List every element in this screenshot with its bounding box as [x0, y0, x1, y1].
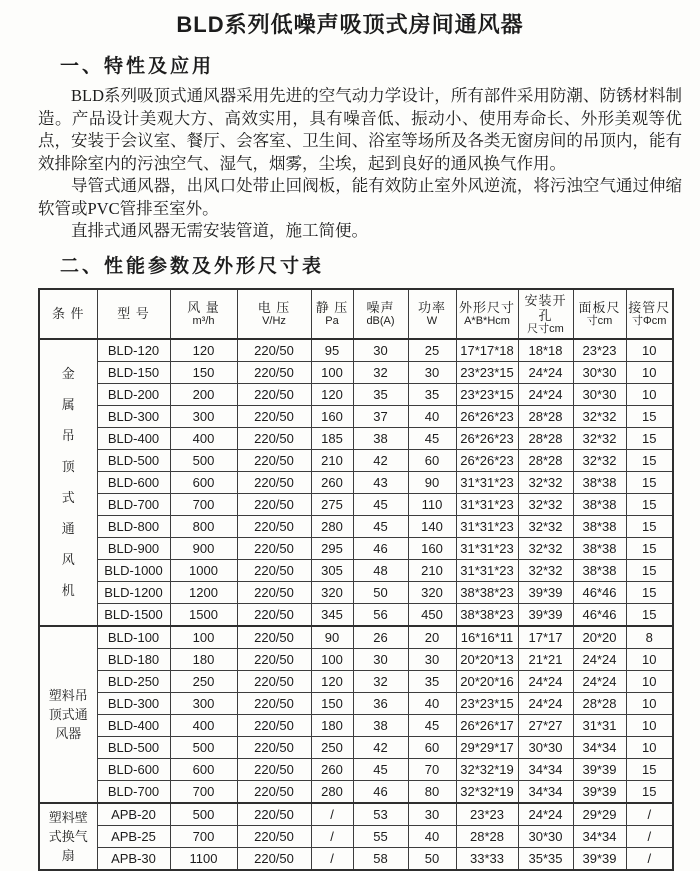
value-cell: 34*34 [518, 758, 573, 780]
table-row [39, 670, 673, 692]
value-cell: 31*31*23 [456, 559, 518, 581]
value-cell: 32*32 [518, 515, 573, 537]
value-cell: 15 [626, 537, 673, 559]
value-cell: 305 [311, 559, 353, 581]
value-cell: 30*30 [573, 383, 626, 405]
value-cell: 23*23 [456, 803, 518, 826]
table-row [39, 736, 673, 758]
value-cell: 40 [408, 692, 456, 714]
value-cell: 220/50 [237, 714, 311, 736]
column-header: 静 压 Pa [311, 289, 353, 339]
table-row [39, 581, 673, 603]
value-cell: 400 [170, 427, 237, 449]
model-cell: BLD-700 [97, 493, 170, 515]
value-cell: 160 [311, 405, 353, 427]
value-cell: 24*24 [518, 670, 573, 692]
value-cell: 35 [353, 383, 408, 405]
value-cell: 38 [353, 714, 408, 736]
column-header: 电 压 V/Hz [237, 289, 311, 339]
value-cell: 220/50 [237, 471, 311, 493]
value-cell: 15 [626, 427, 673, 449]
value-cell: 15 [626, 559, 673, 581]
value-cell: 27*27 [518, 714, 573, 736]
table-row [39, 780, 673, 803]
table-row [39, 339, 673, 362]
value-cell: 15 [626, 449, 673, 471]
table-row [39, 692, 673, 714]
value-cell: 55 [353, 825, 408, 847]
value-cell: 8 [626, 626, 673, 649]
value-cell: 500 [170, 803, 237, 826]
value-cell: 25 [408, 339, 456, 362]
value-cell: 280 [311, 780, 353, 803]
value-cell: 700 [170, 825, 237, 847]
value-cell: 28*28 [456, 825, 518, 847]
group-label: 金属吊顶式通风机 [39, 339, 97, 626]
value-cell: 345 [311, 603, 353, 626]
value-cell: 56 [353, 603, 408, 626]
section1-heading: 一、特性及应用 [60, 56, 215, 77]
value-cell: 10 [626, 361, 673, 383]
value-cell: 20*20*13 [456, 648, 518, 670]
value-cell: 220/50 [237, 780, 311, 803]
value-cell: 220/50 [237, 603, 311, 626]
value-cell: 10 [626, 670, 673, 692]
value-cell: 90 [408, 471, 456, 493]
model-cell: BLD-300 [97, 692, 170, 714]
value-cell: 220/50 [237, 581, 311, 603]
value-cell: 38*38*23 [456, 581, 518, 603]
value-cell: 220/50 [237, 736, 311, 758]
value-cell: 28*28 [518, 427, 573, 449]
value-cell: 40 [408, 825, 456, 847]
table-row [39, 825, 673, 847]
value-cell: / [626, 825, 673, 847]
value-cell: 500 [170, 449, 237, 471]
value-cell: 15 [626, 471, 673, 493]
section2-heading: 二、性能参数及外形尺寸表 [60, 255, 325, 277]
model-cell: BLD-500 [97, 736, 170, 758]
value-cell: 140 [408, 515, 456, 537]
value-cell: 120 [170, 339, 237, 362]
value-cell: 220/50 [237, 758, 311, 780]
value-cell: 300 [170, 692, 237, 714]
model-cell: APB-25 [97, 825, 170, 847]
value-cell: 220/50 [237, 648, 311, 670]
column-header: 条 件 [39, 289, 97, 339]
value-cell: 95 [311, 339, 353, 362]
value-cell: 28*28 [518, 449, 573, 471]
column-header: 功率 W [408, 289, 456, 339]
value-cell: 38 [353, 427, 408, 449]
value-cell: 220/50 [237, 339, 311, 362]
value-cell: 20*20 [573, 626, 626, 649]
value-cell: 10 [626, 736, 673, 758]
value-cell: 30 [353, 648, 408, 670]
table-row [39, 559, 673, 581]
value-cell: 24*24 [518, 803, 573, 826]
value-cell: 32*32 [518, 537, 573, 559]
value-cell: 1200 [170, 581, 237, 603]
table-row [39, 515, 673, 537]
table-row [39, 626, 673, 649]
value-cell: 700 [170, 780, 237, 803]
value-cell: 39*39 [573, 758, 626, 780]
value-cell: 32*32 [518, 559, 573, 581]
value-cell: 31*31*23 [456, 493, 518, 515]
value-cell: 70 [408, 758, 456, 780]
value-cell: 35 [408, 670, 456, 692]
value-cell: / [626, 803, 673, 826]
value-cell: 32*32 [573, 405, 626, 427]
value-cell: 53 [353, 803, 408, 826]
value-cell: 46*46 [573, 581, 626, 603]
value-cell: 250 [170, 670, 237, 692]
model-cell: BLD-1200 [97, 581, 170, 603]
value-cell: 700 [170, 493, 237, 515]
column-header: 面板尺 寸cm [573, 289, 626, 339]
spec-table-head [39, 289, 673, 339]
value-cell: 15 [626, 405, 673, 427]
value-cell: 220/50 [237, 383, 311, 405]
model-cell: BLD-500 [97, 449, 170, 471]
table-row [39, 427, 673, 449]
value-cell: 45 [353, 758, 408, 780]
value-cell: 20*20*16 [456, 670, 518, 692]
value-cell: 24*24 [518, 692, 573, 714]
value-cell: 600 [170, 471, 237, 493]
features-paragraph-3: 直排式通风器无需安装管道，施工简便。 [71, 221, 368, 240]
value-cell: 38*38 [573, 493, 626, 515]
value-cell: 10 [626, 648, 673, 670]
value-cell: 220/50 [237, 361, 311, 383]
value-cell: 45 [408, 714, 456, 736]
value-cell: 250 [311, 736, 353, 758]
value-cell: 38*38 [573, 537, 626, 559]
value-cell: 38*38 [573, 471, 626, 493]
value-cell: 32*32*19 [456, 780, 518, 803]
value-cell: 110 [408, 493, 456, 515]
value-cell: 23*23*15 [456, 383, 518, 405]
value-cell: 220/50 [237, 449, 311, 471]
value-cell: 45 [353, 493, 408, 515]
value-cell: 10 [626, 383, 673, 405]
value-cell: 39*39 [518, 581, 573, 603]
value-cell: 28*28 [518, 405, 573, 427]
value-cell: 180 [170, 648, 237, 670]
spec-table-body [39, 339, 673, 870]
table-row [39, 758, 673, 780]
value-cell: 220/50 [237, 537, 311, 559]
table-row [39, 405, 673, 427]
value-cell: 26*26*23 [456, 405, 518, 427]
value-cell: 210 [408, 559, 456, 581]
value-cell: 150 [170, 361, 237, 383]
value-cell: 100 [311, 648, 353, 670]
spec-table [38, 288, 674, 871]
table-row [39, 361, 673, 383]
value-cell: 24*24 [518, 361, 573, 383]
value-cell: 39*39 [573, 847, 626, 870]
value-cell: / [311, 803, 353, 826]
value-cell: 60 [408, 449, 456, 471]
value-cell: 30 [408, 803, 456, 826]
value-cell: 320 [311, 581, 353, 603]
model-cell: APB-30 [97, 847, 170, 870]
value-cell: 38*38*23 [456, 603, 518, 626]
value-cell: 39*39 [573, 780, 626, 803]
value-cell: 26*26*23 [456, 449, 518, 471]
table-row [39, 648, 673, 670]
value-cell: 45 [408, 427, 456, 449]
value-cell: 31*31 [573, 714, 626, 736]
value-cell: 15 [626, 581, 673, 603]
value-cell: 1100 [170, 847, 237, 870]
model-cell: BLD-150 [97, 361, 170, 383]
value-cell: / [311, 847, 353, 870]
value-cell: 23*23 [573, 339, 626, 362]
value-cell: 32 [353, 670, 408, 692]
value-cell: 50 [408, 847, 456, 870]
value-cell: 160 [408, 537, 456, 559]
value-cell: 23*23*15 [456, 692, 518, 714]
value-cell: 220/50 [237, 515, 311, 537]
value-cell: 18*18 [518, 339, 573, 362]
value-cell: 24*24 [573, 648, 626, 670]
value-cell: 200 [170, 383, 237, 405]
column-header: 风 量 m³/h [170, 289, 237, 339]
value-cell: 30 [353, 339, 408, 362]
value-cell: 36 [353, 692, 408, 714]
value-cell: / [626, 847, 673, 870]
value-cell: 29*29*17 [456, 736, 518, 758]
value-cell: 180 [311, 714, 353, 736]
value-cell: 1500 [170, 603, 237, 626]
value-cell: 15 [626, 515, 673, 537]
value-cell: 48 [353, 559, 408, 581]
model-cell: BLD-100 [97, 626, 170, 649]
value-cell: 600 [170, 758, 237, 780]
page-title: BLD系列低噪声吸顶式房间通风器 [176, 12, 524, 37]
table-row [39, 537, 673, 559]
value-cell: 42 [353, 736, 408, 758]
value-cell: 10 [626, 339, 673, 362]
table-row [39, 847, 673, 870]
value-cell: 220/50 [237, 559, 311, 581]
model-cell: BLD-200 [97, 383, 170, 405]
value-cell: 30*30 [518, 736, 573, 758]
column-header: 噪声 dB(A) [353, 289, 408, 339]
value-cell: 300 [170, 405, 237, 427]
model-cell: BLD-600 [97, 471, 170, 493]
value-cell: 45 [353, 515, 408, 537]
value-cell: 34*34 [573, 825, 626, 847]
value-cell: 17*17*18 [456, 339, 518, 362]
value-cell: 16*16*11 [456, 626, 518, 649]
value-cell: 220/50 [237, 427, 311, 449]
model-cell: BLD-180 [97, 648, 170, 670]
value-cell: 220/50 [237, 493, 311, 515]
value-cell: 32*32*19 [456, 758, 518, 780]
value-cell: 220/50 [237, 626, 311, 649]
value-cell: 43 [353, 471, 408, 493]
group-label: 塑料吊顶式通风器 [39, 626, 97, 803]
value-cell: 210 [311, 449, 353, 471]
value-cell: 100 [170, 626, 237, 649]
value-cell: 15 [626, 493, 673, 515]
value-cell: 90 [311, 626, 353, 649]
value-cell: 58 [353, 847, 408, 870]
value-cell: 33*33 [456, 847, 518, 870]
model-cell: APB-20 [97, 803, 170, 826]
value-cell: 220/50 [237, 847, 311, 870]
value-cell: 42 [353, 449, 408, 471]
value-cell: 30*30 [573, 361, 626, 383]
value-cell: 60 [408, 736, 456, 758]
value-cell: 220/50 [237, 803, 311, 826]
model-cell: BLD-250 [97, 670, 170, 692]
value-cell: 220/50 [237, 405, 311, 427]
value-cell: 32*32 [573, 427, 626, 449]
value-cell: 260 [311, 471, 353, 493]
value-cell: 20 [408, 626, 456, 649]
value-cell: 21*21 [518, 648, 573, 670]
value-cell: 46 [353, 537, 408, 559]
value-cell: 40 [408, 405, 456, 427]
column-header: 型 号 [97, 289, 170, 339]
value-cell: 26*26*17 [456, 714, 518, 736]
value-cell: 800 [170, 515, 237, 537]
value-cell: 1000 [170, 559, 237, 581]
features-paragraph-1: BLD系列吸顶式通风器采用先进的空气动力学设计，所有部件采用防潮、防锈材料制造。产品设计美观大方、高效实用，具有噪音低、振动小、使用寿命长、外形美观等优点，安装于会议室、餐厅、会客室、卫生间、浴室等场所及各类无窗房间的吊顶内，能有效排除室内的污浊空气、湿气，烟雾，尘埃，起到良好的通风换气作用。 [38, 86, 682, 173]
value-cell: 15 [626, 780, 673, 803]
value-cell: 120 [311, 670, 353, 692]
value-cell: 30 [408, 648, 456, 670]
value-cell: 220/50 [237, 825, 311, 847]
value-cell: 31*31*23 [456, 471, 518, 493]
value-cell: 31*31*23 [456, 537, 518, 559]
value-cell: 32*32 [573, 449, 626, 471]
column-header: 安装开孔 尺寸cm [518, 289, 573, 339]
column-header: 接管尺 寸Φcm [626, 289, 673, 339]
value-cell: 295 [311, 537, 353, 559]
value-cell: 150 [311, 692, 353, 714]
table-row [39, 603, 673, 626]
table-row [39, 493, 673, 515]
value-cell: 280 [311, 515, 353, 537]
value-cell: 23*23*15 [456, 361, 518, 383]
table-row [39, 383, 673, 405]
value-cell: 30*30 [518, 825, 573, 847]
table-row [39, 714, 673, 736]
value-cell: 24*24 [518, 383, 573, 405]
header-row [39, 289, 673, 339]
value-cell: 46*46 [573, 603, 626, 626]
value-cell: 28*28 [573, 692, 626, 714]
value-cell: 35*35 [518, 847, 573, 870]
value-cell: 34*34 [573, 736, 626, 758]
model-cell: BLD-1000 [97, 559, 170, 581]
value-cell: 80 [408, 780, 456, 803]
value-cell: 29*29 [573, 803, 626, 826]
value-cell: 50 [353, 581, 408, 603]
model-cell: BLD-1500 [97, 603, 170, 626]
model-cell: BLD-400 [97, 427, 170, 449]
value-cell: 185 [311, 427, 353, 449]
value-cell: 38*38 [573, 559, 626, 581]
value-cell: 450 [408, 603, 456, 626]
value-cell: 38*38 [573, 515, 626, 537]
model-cell: BLD-120 [97, 339, 170, 362]
table-row [39, 803, 673, 826]
value-cell: 275 [311, 493, 353, 515]
value-cell: 46 [353, 780, 408, 803]
value-cell: 32*32 [518, 493, 573, 515]
value-cell: 32 [353, 361, 408, 383]
value-cell: 100 [311, 361, 353, 383]
value-cell: 15 [626, 603, 673, 626]
value-cell: 34*34 [518, 780, 573, 803]
value-cell: 35 [408, 383, 456, 405]
value-cell: 32*32 [518, 471, 573, 493]
model-cell: BLD-400 [97, 714, 170, 736]
table-row [39, 449, 673, 471]
group-label: 塑料壁式换气扇 [39, 803, 97, 870]
value-cell: 15 [626, 758, 673, 780]
value-cell: 24*24 [573, 670, 626, 692]
value-cell: 31*31*23 [456, 515, 518, 537]
value-cell: 26*26*23 [456, 427, 518, 449]
model-cell: BLD-600 [97, 758, 170, 780]
value-cell: 400 [170, 714, 237, 736]
value-cell: 30 [408, 361, 456, 383]
model-cell: BLD-300 [97, 405, 170, 427]
value-cell: 320 [408, 581, 456, 603]
model-cell: BLD-800 [97, 515, 170, 537]
value-cell: 26 [353, 626, 408, 649]
value-cell: 500 [170, 736, 237, 758]
value-cell: 220/50 [237, 670, 311, 692]
value-cell: 260 [311, 758, 353, 780]
value-cell: 900 [170, 537, 237, 559]
features-paragraph-2: 导管式通风器，出风口处带止回阀板，能有效防止室外风逆流，将污浊空气通过伸缩软管或PVC管排至室外。 [38, 176, 682, 218]
value-cell: 37 [353, 405, 408, 427]
value-cell: 10 [626, 692, 673, 714]
value-cell: 120 [311, 383, 353, 405]
value-cell: 17*17 [518, 626, 573, 649]
table-row [39, 471, 673, 493]
value-cell: 220/50 [237, 692, 311, 714]
model-cell: BLD-900 [97, 537, 170, 559]
column-header: 外形尺寸 A*B*Hcm [456, 289, 518, 339]
value-cell: / [311, 825, 353, 847]
value-cell: 39*39 [518, 603, 573, 626]
model-cell: BLD-700 [97, 780, 170, 803]
value-cell: 10 [626, 714, 673, 736]
